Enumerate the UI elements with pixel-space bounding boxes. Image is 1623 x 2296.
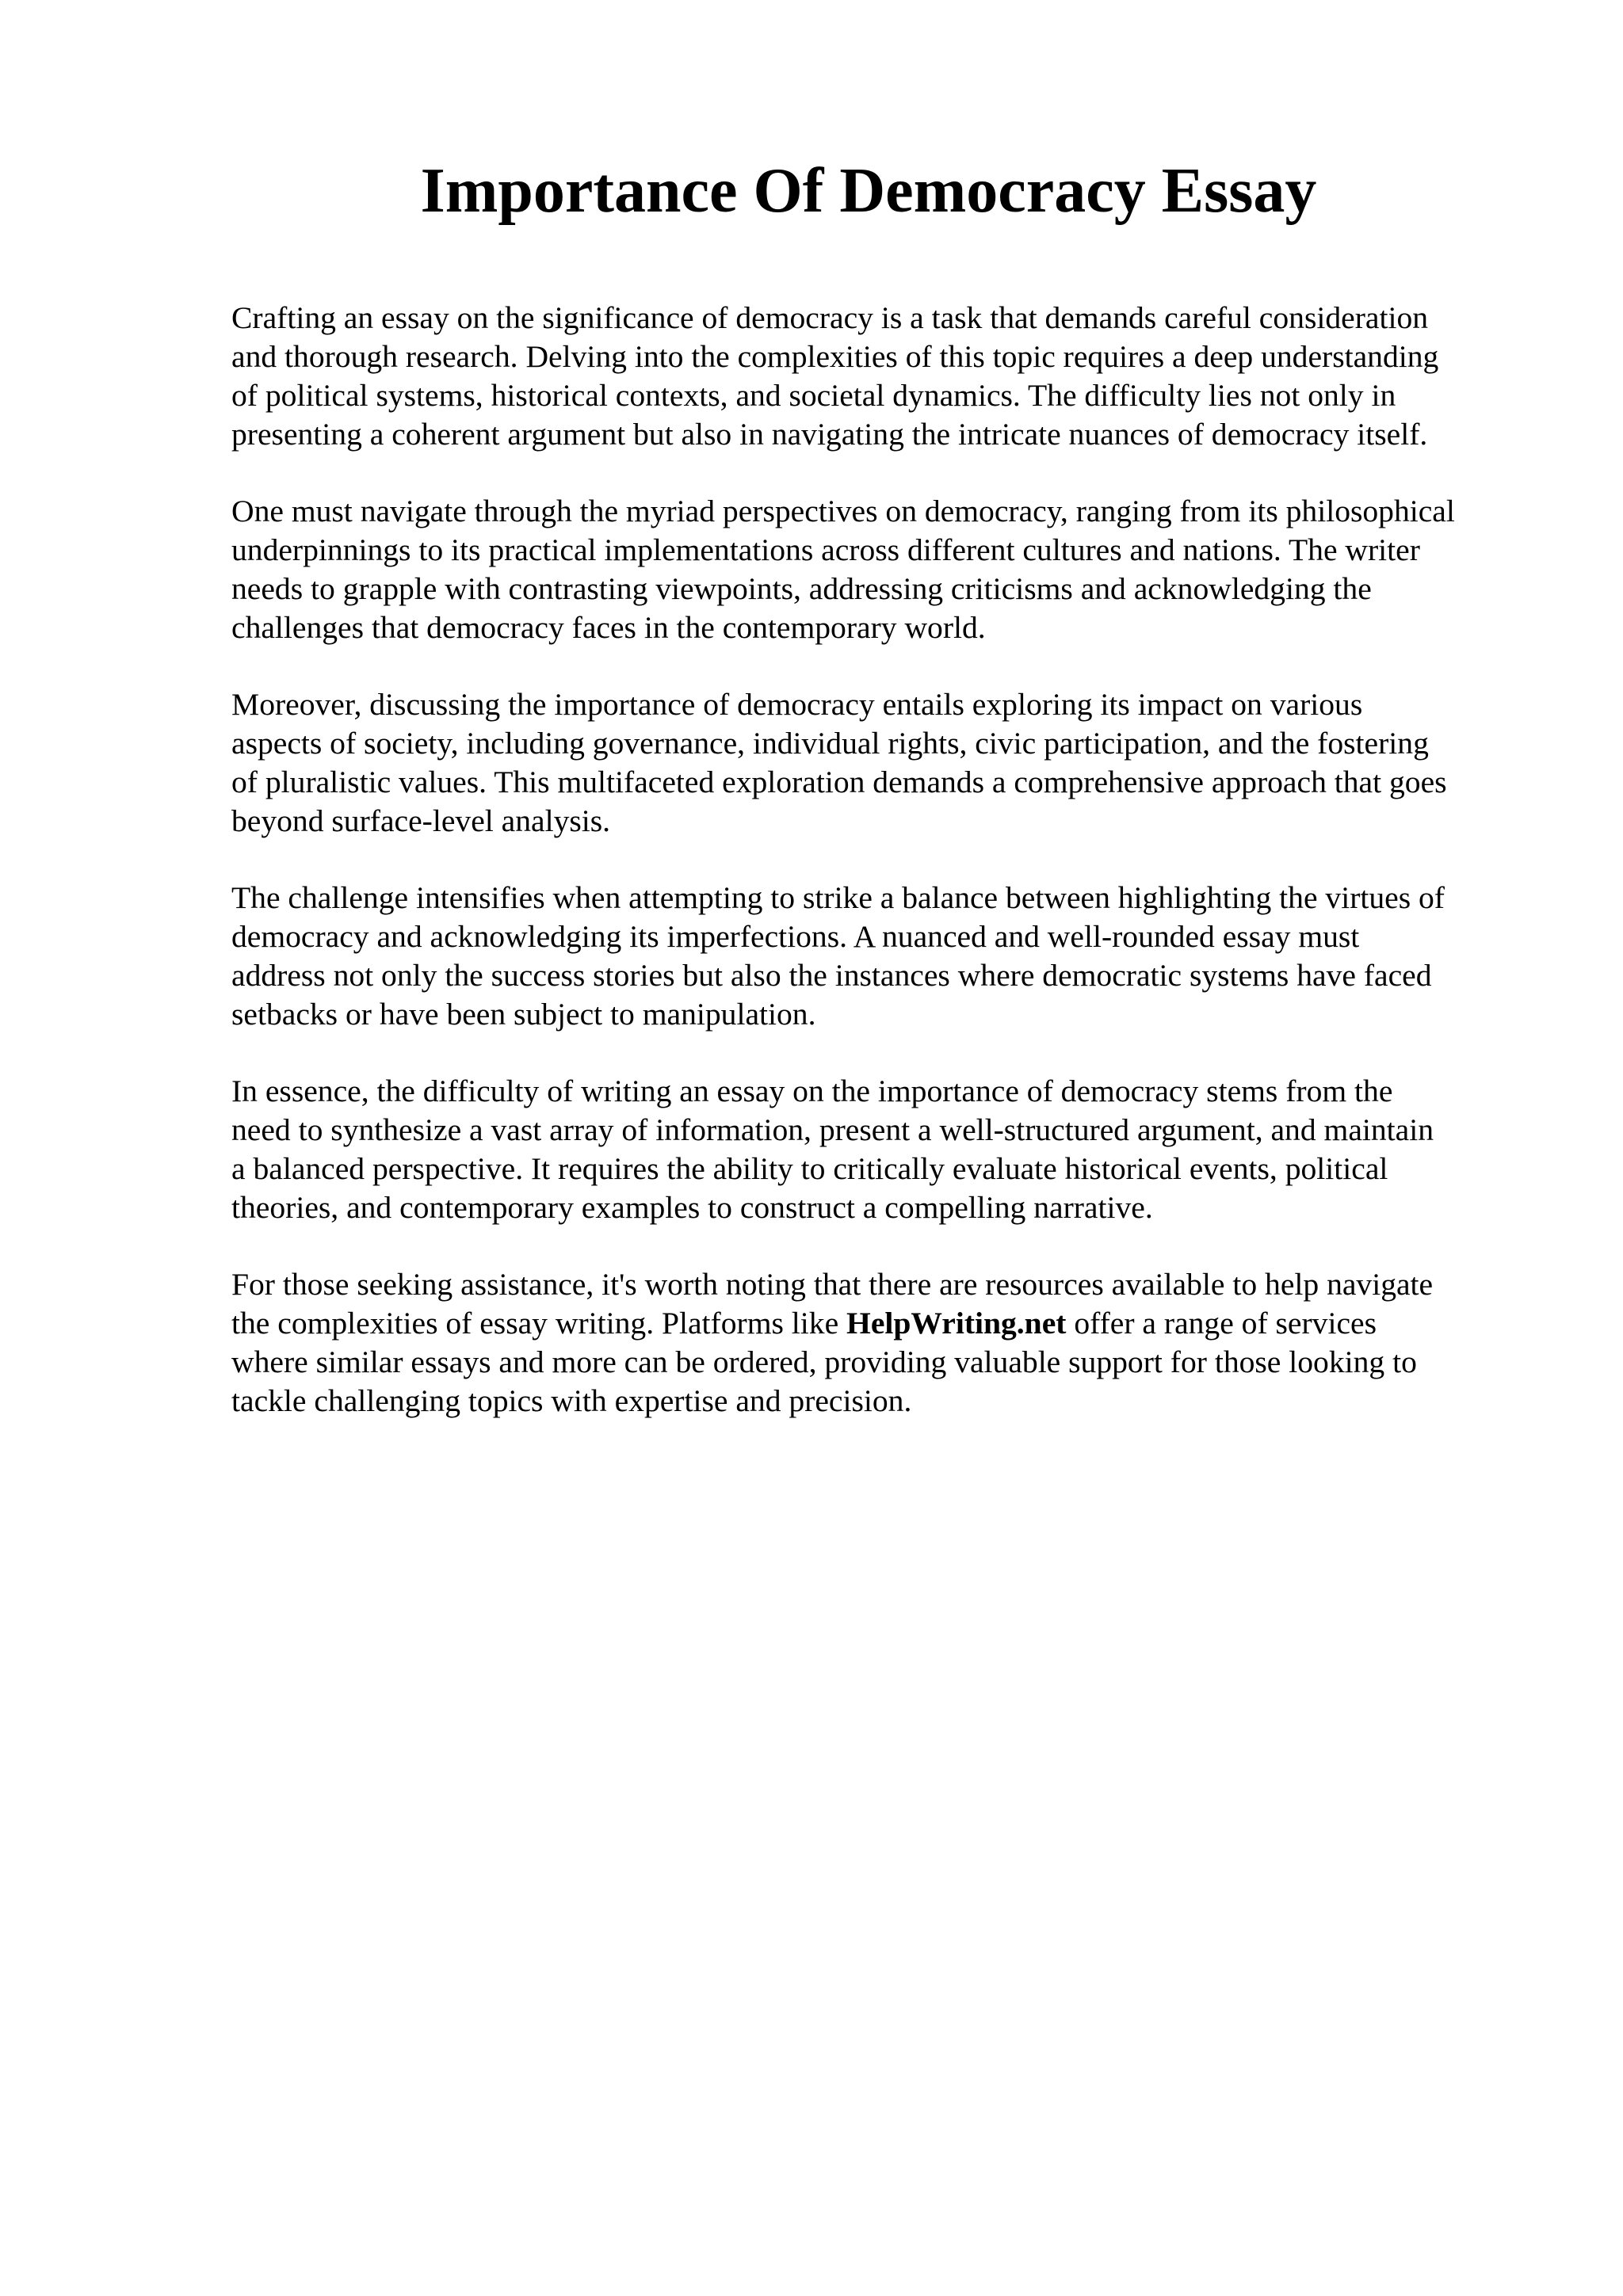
- document-body: [231, 299, 1579, 1459]
- paragraph-line: The challenge intensifies when attempting to strike a balance between highlighting the virtues of: [231, 880, 1445, 915]
- paragraph-line: In essence, the difficulty of writing an essay on the importance of democracy stems from the: [231, 1074, 1393, 1108]
- paragraph-line: democracy and acknowledging its imperfections. A nuanced and well-rounded essay must: [231, 919, 1360, 954]
- paragraph-1: [231, 299, 1579, 454]
- paragraph-line: Crafting an essay on the significance of democracy is a task that demands careful consideration: [231, 300, 1429, 335]
- paragraph-line: tackle challenging topics with expertise and precision.: [231, 1383, 912, 1418]
- paragraph-6: [231, 1265, 1579, 1421]
- helpwriting-link[interactable]: HelpWriting.net: [846, 1306, 1067, 1341]
- paragraph-line: Moreover, discussing the importance of democracy entails exploring its impact on various: [231, 687, 1363, 722]
- paragraph-line: beyond surface-level analysis.: [231, 803, 611, 838]
- paragraph-line: need to synthesize a vast array of information, present a well-structured argument, and maintain: [231, 1112, 1434, 1147]
- paragraph-line: needs to grapple with contrasting viewpoints, addressing criticisms and acknowledging the: [231, 571, 1372, 606]
- paragraph-line: and thorough research. Delving into the complexities of this topic requires a deep understanding: [231, 339, 1439, 374]
- paragraph-line: aspects of society, including governance, individual rights, civic participation, and the fostering: [231, 726, 1429, 761]
- paragraph-line: of pluralistic values. This multifaceted exploration demands a comprehensive approach that goes: [231, 765, 1447, 799]
- paragraph-line: One must navigate through the myriad perspectives on democracy, ranging from its philosophical: [231, 494, 1455, 528]
- paragraph-5: [231, 1072, 1579, 1227]
- paragraph-2: [231, 492, 1579, 647]
- paragraph-line-with-link: [231, 1304, 1579, 1343]
- paragraph-3: [231, 685, 1579, 841]
- paragraph-line: setbacks or have been subject to manipulation.: [231, 997, 816, 1032]
- document-title: Importance Of Democracy Essay: [420, 156, 1317, 226]
- text-fragment: offer a range of services: [1066, 1306, 1377, 1341]
- paragraph-line: a balanced perspective. It requires the ability to critically evaluate historical events, political: [231, 1151, 1388, 1186]
- paragraph-line: where similar essays and more can be ordered, providing valuable support for those looking to: [231, 1344, 1417, 1379]
- paragraph-line: For those seeking assistance, it's worth noting that there are resources available to help navigate: [231, 1267, 1434, 1302]
- paragraph-line: challenges that democracy faces in the contemporary world.: [231, 610, 986, 645]
- paragraph-4: [231, 879, 1579, 1034]
- paragraph-line: underpinnings to its practical implementations across different cultures and nations. The writer: [231, 532, 1420, 567]
- text-fragment: the complexities of essay writing. Platforms like: [231, 1306, 847, 1341]
- paragraph-line: of political systems, historical contexts, and societal dynamics. The difficulty lies not only in: [231, 378, 1396, 413]
- paragraph-line: theories, and contemporary examples to construct a compelling narrative.: [231, 1190, 1153, 1225]
- paragraph-line: presenting a coherent argument but also in navigating the intricate nuances of democracy itself.: [231, 417, 1428, 452]
- paragraph-line: address not only the success stories but also the instances where democratic systems have faced: [231, 958, 1432, 993]
